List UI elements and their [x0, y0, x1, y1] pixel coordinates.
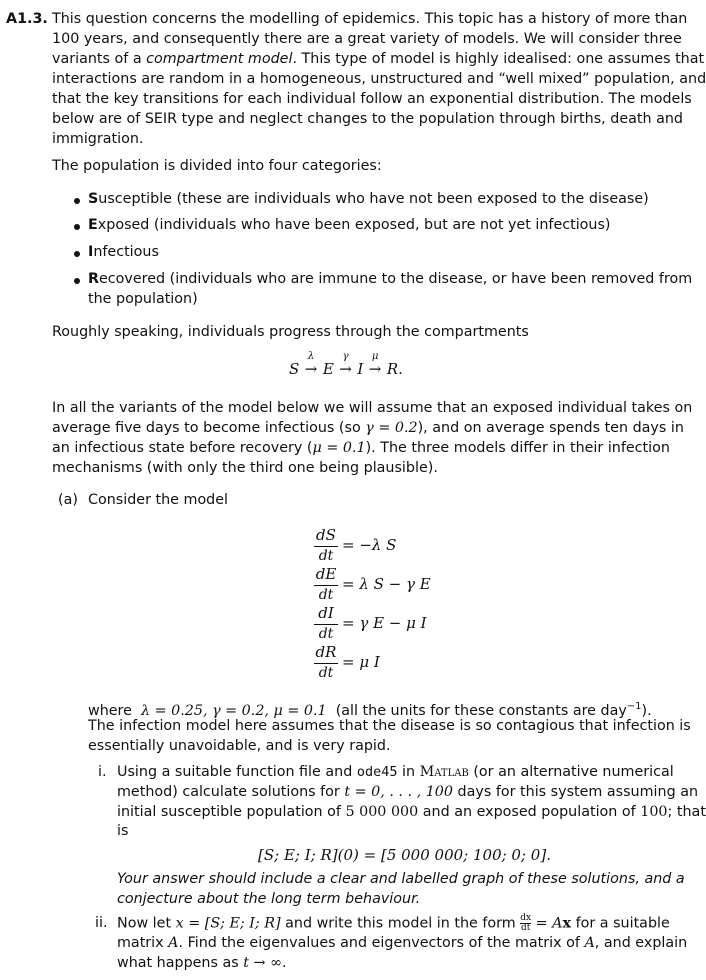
- progress-intro: Roughly speaking, individuals progress through the compartments: [52, 324, 529, 340]
- category-recovered-cont: the population): [88, 291, 198, 307]
- item-i-line-4: is: [117, 823, 129, 839]
- initial-condition: [S; E; I; R](0) = [5 000 000; 100; 0; 0].: [258, 846, 551, 864]
- dx-dt-fraction: $\frac{dx}{dt}$: [520, 913, 532, 933]
- bullet-dot: [74, 278, 80, 284]
- item-ii-label: ii.: [95, 915, 108, 931]
- infection-note-1: The infection model here assumes that the disease is so contagious that infection is: [88, 718, 691, 734]
- item-i-line-1: Using a suitable function file and ode45 in Matlab (or an alternative numerical: [117, 764, 674, 780]
- category-recovered: Recovered (individuals who are immune to the disease, or have been removed from: [88, 271, 693, 287]
- bullet-dot: [74, 198, 80, 204]
- item-i-label: i.: [98, 764, 107, 780]
- item-i-line-3: initial susceptible population of 5 000 000 and an exposed population of 100; that: [117, 804, 706, 820]
- item-ii-line-2: matrix A. Find the eigenvalues and eigenvectors of the matrix of A, and explain: [117, 935, 688, 951]
- part-a-intro: Consider the model: [88, 492, 229, 508]
- mu-value: μ = 0.1: [312, 440, 366, 456]
- assumption-line-1: In all the variants of the model below we will assume that an exposed individual takes on: [52, 400, 693, 416]
- gamma-value: γ = 0.2: [365, 420, 418, 436]
- question-label: A1.3.: [6, 11, 48, 27]
- equation-rhs-S: = −λ S: [342, 536, 397, 554]
- constants-values: λ = 0.25, γ = 0.2, μ = 0.1: [141, 702, 327, 719]
- infection-note-2: essentially unavoidable, and is very rapid.: [88, 738, 391, 754]
- assumption-line-3: an infectious state before recovery (μ = 0.1). The three models differ in their infection: [52, 440, 670, 456]
- answer-note-2: conjecture about the long term behaviour.: [117, 891, 421, 907]
- bullet-dot: [74, 224, 80, 230]
- answer-note-1: Your answer should include a clear and labelled graph of these solutions, and a: [117, 871, 685, 887]
- intro-line-5: that the key transitions for each individual follow an exponential distribution. The models: [52, 91, 692, 107]
- item-ii-line-3: what happens as t → ∞.: [117, 955, 287, 971]
- assumption-line-4: mechanisms (with only the third one being plausible).: [52, 460, 438, 476]
- intro-line-4: interactions are random in a homogeneous, unstructured and “well mixed” population, and: [52, 71, 706, 87]
- category-exposed: Exposed (individuals who have been exposed, but are not yet infectious): [88, 217, 611, 233]
- constants-line: where λ = 0.25, γ = 0.2, μ = 0.1 (all the units for these constants are day$^{-1}$).: [88, 701, 652, 719]
- intro-line-6: below are of SEIR type and neglect changes to the population through births, death and: [52, 111, 683, 127]
- bullet-dot: [74, 251, 80, 257]
- compartment-flow: S λ → E γ → I μ → R.: [289, 351, 403, 378]
- intro-line-2: 100 years, and consequently there are a great variety of models. We will consider three: [52, 31, 682, 47]
- intro-line-1: This question concerns the modelling of epidemics. This topic has a history of more than: [52, 11, 688, 27]
- intro-line-7: immigration.: [52, 131, 144, 147]
- equation-rhs-R: = μ I: [342, 653, 380, 671]
- population-intro: The population is divided into four categories:: [52, 158, 382, 174]
- compartment-model-term: compartment model: [146, 51, 293, 67]
- category-infectious: Infectious: [88, 244, 159, 260]
- equation-rhs-I: = γ E − μ I: [342, 614, 427, 632]
- item-i-line-2: method) calculate solutions for t = 0, . . . , 100 days for this system assuming an: [117, 784, 699, 800]
- part-a-label: (a): [58, 492, 78, 508]
- item-ii-line-1: Now let x = [S; E; I; R] and write this model in the form $\frac{dx}{dt}$ = Ax for a suitable: [117, 913, 670, 933]
- matlab-name: Matlab: [419, 764, 469, 780]
- equation-rhs-E: = λ S − γ E: [342, 575, 431, 593]
- ode45-code: ode45: [356, 764, 398, 780]
- assumption-line-2: average five days to become infectious (so γ = 0.2), and on average spends ten days in: [52, 420, 684, 436]
- intro-line-3: variants of a compartment model. This type of model is highly idealised: one assumes that: [52, 51, 705, 67]
- category-susceptible: Susceptible (these are individuals who have not been exposed to the disease): [88, 191, 649, 207]
